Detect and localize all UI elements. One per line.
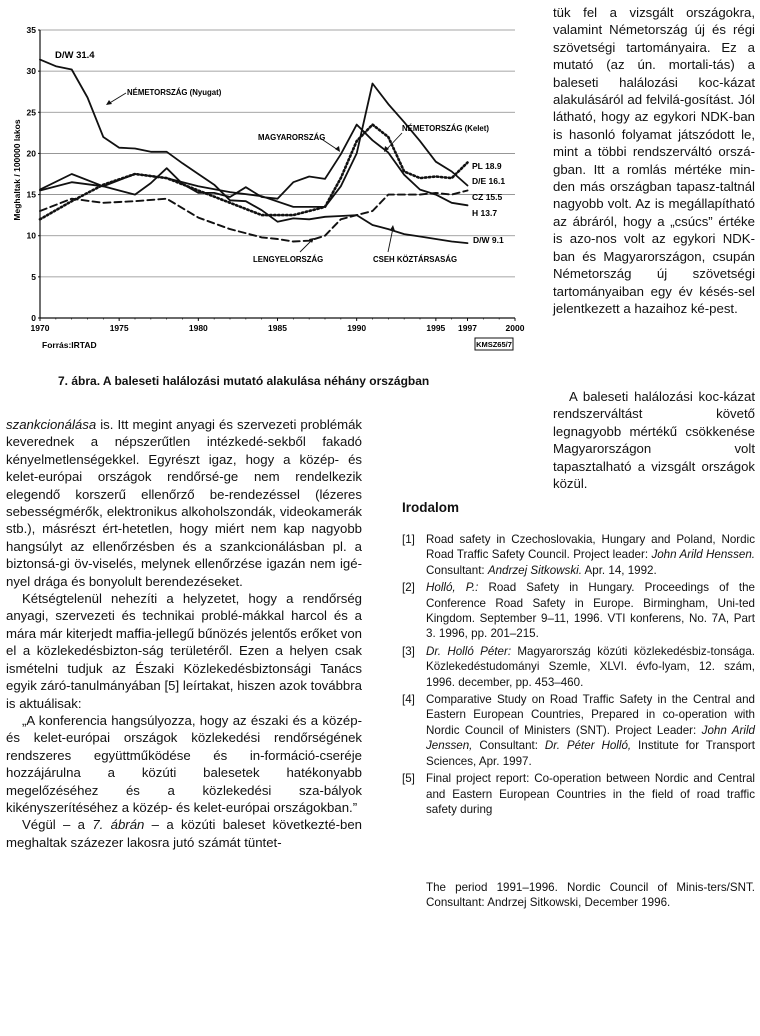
reference-author: Andrzej Sitkowski. [487,563,582,577]
reference-text [426,532,755,578]
series-end-label: D/E 16.1 [472,176,506,186]
y-tick-label: 10 [26,230,36,241]
reference-fragment: Apr. 14, 1992. [581,563,657,577]
italic-term: szankcionálása [6,417,97,432]
arrowhead [390,225,395,231]
x-tick-label: 1975 [109,323,129,333]
reference-item [402,580,755,642]
reference-text [426,692,755,769]
x-tick-label: 1997 [458,323,477,333]
reference-author: Dr. Holló Péter: [426,644,512,658]
country-annotation: LENGYELORSZÁG [253,255,324,264]
reference-5-continuation: The period 1991–1996. Nordic Council of Minis-ters/SNT. Consultant: Andrzej Sitkowski, December 1996. [426,881,755,910]
country-annotation: NÉMETORSZÁG (Kelet) [402,124,489,133]
reference-fragment: Comparative Study on Road Traffic Safety in the Central and Eastern European Countries, Prepared in co-operation with Nordic Council of Ministers (SNT). Project Leader: [426,693,755,737]
series-end-label: CZ 15.5 [472,192,503,202]
right-paragraph-2: A baleseti halálozási koc-kázat rendszerváltást követő legnagyobb mértékű csökkenése Magyarországon volt tapasztalható a vizsgált országok közül. [553,389,755,492]
series-end-label: H 13.7 [472,208,498,218]
country-annotation: CSEH KÖZTÁRSASÁG [373,255,458,264]
reference-number: [1] [402,533,415,546]
reference-author: John Arild Henssen. [651,548,756,562]
y-tick-label: 30 [26,66,36,77]
references-list [402,532,755,819]
arrowhead [335,146,340,152]
reference-author: Dr. Péter Holló, [544,739,632,753]
country-annotation: MAGYARORSZÁG [258,133,326,142]
reference-number: [5] [402,772,415,786]
figure-caption: 7. ábra. A baleseti halálozási mutató alakulása néhány országban [58,374,430,388]
series-line-dw [40,60,468,244]
left-paragraph-2: Kétségtelenül nehezíti a helyzetet, hogy a rendőrség anyagi, szervezeti és technikai problé-mákkal harcol és a mára már kiterjedt maffia-jellegű bűnözés jelentős erőket von el a közlekedésbizton-ság területéről. Ezen a helyen csak ismételni tudjuk az Északi Közlekedésbiztonsági Tanács egyik záró-tanulmányában [5] leírtakat, hiszen azok továbbra is aktuálisak: [6,591,362,711]
references-heading: Irodalom [402,500,460,515]
y-tick-label: 25 [26,107,36,118]
reference-item [402,771,755,817]
y-tick-label: 5 [31,271,36,282]
x-tick-label: 2000 [505,323,525,333]
x-tick-label: 1995 [426,323,446,333]
reference-author: Holló, P.: [426,581,479,595]
annotation-leader [388,228,393,252]
series-line-de [40,84,468,207]
country-annotation: NÉMETORSZÁG (Nyugat) [127,88,222,97]
figure-reference: 7. ábrán [92,817,145,833]
reference-number: [3] [402,644,415,658]
series-end-label: D/W 9.1 [473,235,504,245]
series-end-label: PL 18.9 [472,161,502,171]
x-tick-label: 1990 [347,323,367,333]
y-axis-label: Meghaltak / 100000 lakos [12,119,22,221]
reference-fragment: Institute for Transport Sciences, Apr. 1997. [426,739,755,768]
x-tick-label: 1980 [188,323,208,333]
reference-fragment: Magyarország közúti közlekedésbiz-tonsága. Közlekedéstudományi Szemle, XLVI. évfo-lyam, 12. szám, 1996. december, pp. 453–460. [426,644,755,689]
left-paragraph-3-quote: „A konferencia hangsúlyozza, hogy az északi és a közép- és kelet-európai országok közlekedési rendőrségének rendszeres együttműködése és in-formáció-cseréje hozzájárulna a közúti balesetek hatékonyabb megelőzéséhez és a közlekedési sza-bályok kikényszerítéséhez a közép- és kelet-európai országokban.” [6,712,362,815]
left-paragraph-4-end: – a közúti baleset következté-ben meghaltak százezer lakosra jutó számát tüntet- [6,817,362,850]
reference-number: [2] [402,581,415,595]
y-tick-label: 0 [31,313,36,323]
reference-item [402,644,755,690]
reference-text [426,644,755,690]
y-tick-label: 20 [26,148,36,159]
left-column [6,416,362,851]
x-tick-label: 1985 [268,323,287,333]
reference-number: [4] [402,693,415,707]
reference-fragment: Consultant: [426,563,488,577]
mortality-chart [0,0,545,372]
right-paragraph-2-head [553,388,755,492]
reference-text [426,580,755,642]
x-tick-label: 1970 [30,323,50,333]
source-note: Forrás:IRTAD [42,340,97,350]
reference-fragment: Consultant: [472,739,545,753]
reference-fragment: Road Safety in Hungary. Proceedings of the Conference Road Safety in Europe. Birmingham, Uni-ted Kingdom. September 9–11, 1996. VTI konferens, No. 7A, Part 3. 1996, pp. 201–215. [426,581,755,641]
figure-code: KMSZ65/7 [476,340,512,349]
right-paragraph-1: tük fel a vizsgált országokra, valamint Németország új és régi szövetségi tartományaira. Ez a mutató (az ún. mortali-tás) a baleseti halálozási koc-kázat alakulásáról ad felvilá-gosítást. Jól látható, hogy az egykori NDK-ban is hasonló folyamat játszódott le, mint a többi rendszerváltó orszá-gban. Itt a romlás mértéke min-den más országban tapasz-taltnál nagyobb volt. Az is megállapítható az ábráról, hogy a „csúcs” értéke is azo-nos volt az egykori NDK-ban és Magyarországon, csupán Németország új szövetségi tartományaiban egy év késés-sel jelentkezett a hazaihoz ké-pest. [553,5,755,316]
reference-text [426,771,755,817]
reference-item [402,692,755,769]
left-paragraph-1-text: is. Itt megint anyagi és szervezeti problémák keverednek a népszerűtlen intézkedé-sekből fakadó kényelmetlenségekkel. Egyrészt igaz, hogy a közép- és kelet-európai országok rendőrsé-ge nem rendelkezik elegendő korszerű ellenőrző be-rendezéssel (lézeres sebességmérők, elektronikus alkoholszondák, videokamerák stb.), másrészt ért-hetetlen, hogy miért nem kap nagyobb hangsúlyt az ellenőrzésben és a szankcionálásban pl. a biztonsá-gi öv-viselés, melynek ellenőrzése igazán nem igé-nyel drága és bonyolult berendezéseket. [6,417,362,589]
right-top-text [553,4,755,317]
left-paragraph-4 [6,816,362,851]
left-paragraph-1 [6,416,362,590]
y-tick-label: 15 [26,189,36,200]
reference-fragment: Final project report: Co-operation between Nordic and Central and Eastern European Countries in the field of road traffic safety during [426,772,755,816]
left-paragraph-4-start: Végül – a [22,817,93,833]
series-end-label: D/W 31.4 [55,50,95,61]
reference-item [402,532,755,578]
reference-fragment: Road safety in Czechoslovakia, Hungary and Poland, Nordic Road Traffic Safety Council. Project leader: [426,533,755,562]
y-tick-label: 35 [26,25,36,35]
reference-author: John Arild Jenssen, [426,723,755,753]
